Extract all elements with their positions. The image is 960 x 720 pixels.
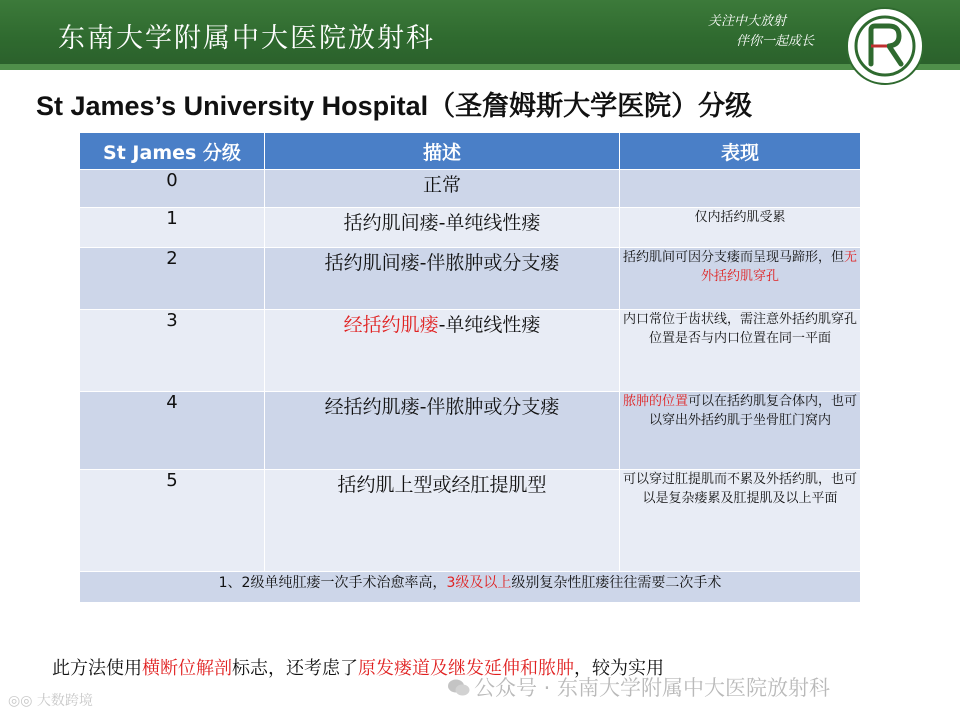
watermark-logo-icon: ◎◎ bbox=[8, 693, 37, 709]
column-header-presentation: 表现 bbox=[620, 133, 861, 170]
grade-cell: 1 bbox=[80, 208, 265, 248]
description-segment: 括约肌上型或经肛提肌型 bbox=[337, 474, 547, 496]
presentation-segment: 脓肿的位置 bbox=[622, 394, 688, 409]
presentation-cell bbox=[620, 392, 861, 470]
description-cell bbox=[265, 248, 620, 310]
watermark-right-text: 公众号 · 东南大学附属中大医院放射科 bbox=[474, 676, 831, 700]
description-segment: 正常 bbox=[422, 174, 461, 196]
grade-cell: 0 bbox=[80, 170, 265, 208]
header-bar bbox=[0, 0, 960, 70]
grade-cell: 2 bbox=[80, 248, 265, 310]
presentation-segment: 可以穿过肛提肌而不累及外括约肌，也可以是复杂瘘累及肛提肌及以上平面 bbox=[622, 472, 857, 506]
description-segment: 经括约肌瘘-伴脓肿或分支瘘 bbox=[324, 396, 560, 418]
presentation-cell bbox=[620, 170, 861, 208]
note-segment: 1、2级单纯肛瘘一次手术治愈率高， bbox=[218, 575, 447, 591]
table-row bbox=[80, 470, 861, 572]
presentation-segment: 括约肌间可因分支瘘而呈现马蹄形，但 bbox=[622, 250, 844, 265]
description-cell bbox=[265, 392, 620, 470]
table-header-row bbox=[80, 133, 861, 170]
table-row bbox=[80, 392, 861, 470]
description-segment: 经括约肌瘘 bbox=[343, 314, 439, 336]
presentation-segment: 仅内括约肌受累 bbox=[694, 210, 786, 225]
summary-segment: 标志，还考虑了 bbox=[232, 658, 358, 679]
presentation-cell bbox=[620, 470, 861, 572]
presentation-cell bbox=[620, 248, 861, 310]
table-row bbox=[80, 170, 861, 208]
table-row bbox=[80, 248, 861, 310]
wechat-icon bbox=[448, 678, 470, 698]
watermark-left bbox=[8, 690, 93, 710]
page-title: St James’s University Hospital（圣詹姆斯大学医院）分级 bbox=[36, 91, 753, 121]
table-row bbox=[80, 310, 861, 392]
slogan bbox=[708, 12, 814, 52]
description-segment: -单纯线性瘘 bbox=[438, 314, 541, 336]
description-segment: 括约肌间瘘-伴脓肿或分支瘘 bbox=[324, 252, 560, 274]
presentation-cell bbox=[620, 310, 861, 392]
header-title: 东南大学附属中大医院放射科 bbox=[58, 23, 435, 54]
description-cell bbox=[265, 470, 620, 572]
presentation-cell bbox=[620, 208, 861, 248]
summary-segment: 此方法使用 bbox=[52, 658, 142, 679]
summary-segment: 原发瘘道及继发延伸和脓肿 bbox=[358, 658, 574, 679]
slogan-line-1: 关注中大放射 bbox=[708, 14, 787, 29]
hospital-logo bbox=[845, 6, 925, 86]
column-header-description: 描述 bbox=[265, 133, 620, 170]
column-header-grade: St James 分级 bbox=[80, 133, 265, 170]
note-segment: 级别复杂性肛瘘往往需要二次手术 bbox=[511, 575, 722, 591]
presentation-segment: 内口常位于齿状线，需注意外括约肌穿孔位置是否与内口位置在同一平面 bbox=[622, 312, 857, 346]
presentation-segment: 无外括约肌穿孔 bbox=[700, 250, 858, 284]
description-segment: 括约肌间瘘-单纯线性瘘 bbox=[343, 212, 541, 234]
slogan-line-2: 伴你一起成长 bbox=[736, 34, 815, 49]
grade-cell: 5 bbox=[80, 470, 265, 572]
grading-table bbox=[79, 132, 861, 603]
presentation-segment: 可以在括约肌复合体内，也可以穿出外括约肌于坐骨肛门窝内 bbox=[648, 394, 858, 428]
watermark-right bbox=[448, 672, 830, 702]
description-cell bbox=[265, 208, 620, 248]
summary-segment: ，较为实用 bbox=[574, 658, 664, 679]
grade-cell: 3 bbox=[80, 310, 265, 392]
description-cell bbox=[265, 310, 620, 392]
watermark-left-text: 大数跨境 bbox=[36, 693, 93, 709]
summary-segment: 横断位解剖 bbox=[142, 658, 232, 679]
table-note bbox=[80, 572, 861, 603]
grade-cell: 4 bbox=[80, 392, 265, 470]
description-cell bbox=[265, 170, 620, 208]
table-row bbox=[80, 208, 861, 248]
note-segment: 3级及以上 bbox=[446, 575, 512, 591]
